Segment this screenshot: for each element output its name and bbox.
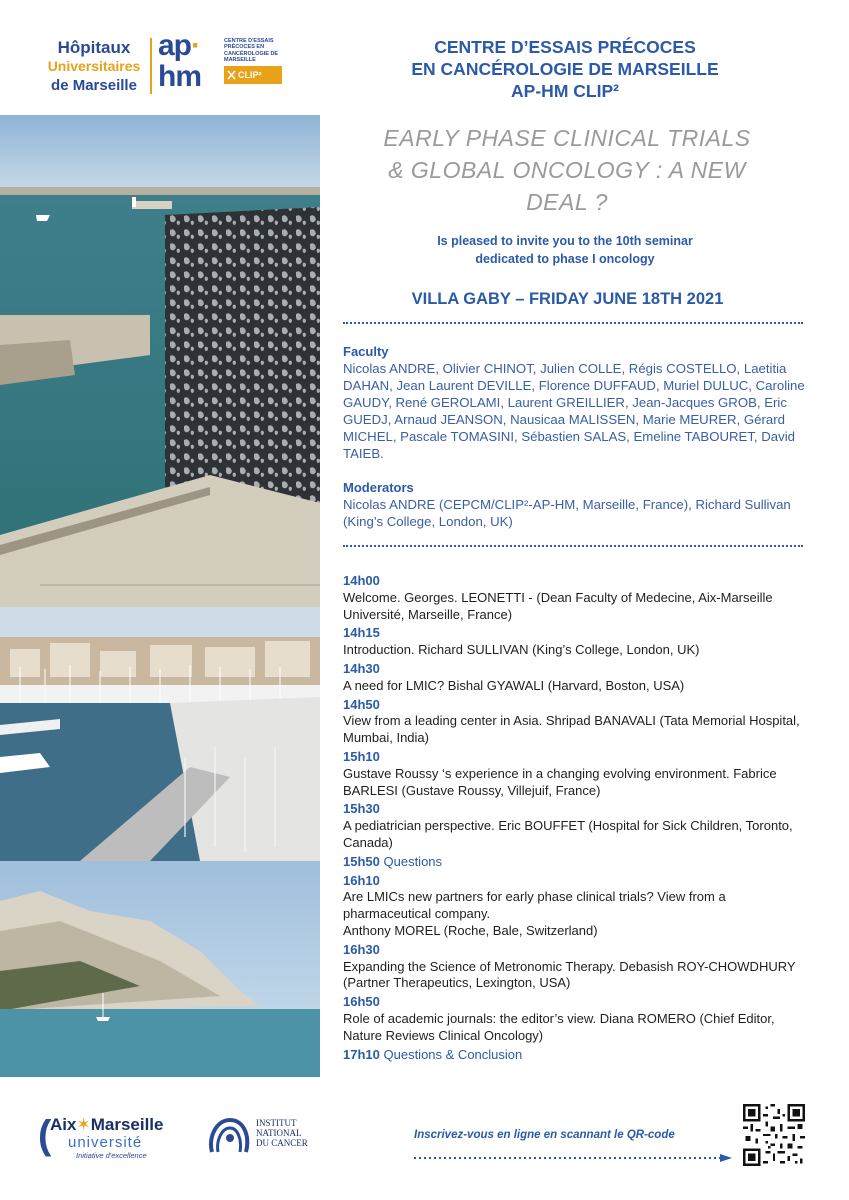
program-item: 15h50 Questions (343, 853, 443, 869)
mucem-photo (0, 115, 320, 607)
clip-logo-badge: CLIP² (224, 66, 282, 84)
moderators-heading: Moderators (343, 480, 414, 495)
old-port-photo (0, 607, 320, 861)
aphm-logo: ap· hm (158, 29, 201, 93)
program-item: 14h30 A need for LMIC? Bishal GYAWALI (Harvard, Boston, USA) (343, 660, 685, 693)
arrow-right-icon (414, 1154, 734, 1162)
program-item: 14h15 Introduction. Richard SULLIVAN (King’s College, London, UK) (343, 625, 700, 658)
clip-icon (227, 70, 236, 80)
moderators-section (343, 479, 808, 530)
logo-hum-line3: de Marseille (51, 77, 137, 94)
faculty-section (343, 343, 808, 462)
inca-text: INSTITUT NATIONAL DU CANCER (256, 1118, 308, 1148)
program-list (343, 573, 813, 1065)
institut-national-du-cancer-logo (206, 1114, 321, 1162)
program-item: 14h00 Welcome. Georges. LEONETTI - (Dean Faculty of Medecine, Aix-Marseille Université, Marseille, France) (343, 573, 773, 622)
venue-date: VILLA GABY – FRIDAY JUNE 18TH 2021 (411, 290, 724, 308)
qr-code[interactable] (743, 1104, 805, 1166)
dotted-divider (343, 322, 803, 324)
logo-hum-line2: Universitaires (47, 58, 141, 74)
calanques-photo (0, 861, 320, 1077)
program-item: 16h30 Expanding the Science of Metronomic Therapy. Debasish ROY-CHOWDHURY (Partner Therapeutics, Lexington, USA) (343, 941, 796, 991)
inca-emblem-icon (206, 1114, 252, 1158)
invitation-text: Is pleased to invite you to the 10th seminar dedicated to phase I oncology (437, 234, 693, 266)
moderators-names: Nicolas ANDRE (CEPCM/CLIP²-AP-HM, Marseille, France), Richard Sullivan (King’s College, London, UK) (343, 497, 791, 529)
logo-divider (150, 38, 152, 94)
hopitaux-universitaires-logo (38, 38, 150, 95)
star-icon: ✶ (76, 1115, 91, 1134)
program-item: 16h50 Role of academic journals: the editor’s view. Diana ROMERO (Chief Editor, Nature Reviews Clinical Oncology) (343, 994, 775, 1043)
aphm-logo-hm: hm (158, 60, 201, 93)
program-item: 15h10 Gustave Roussy ‘s experience in a changing evolving environment. Fabrice BARLESI (Gustave Roussy, Villejuif, France) (343, 748, 777, 798)
page-title: CENTRE D’ESSAIS PRÉCOCES EN CANCÉROLOGIE DE MARSEILLE AP-HM CLIP² (411, 37, 719, 101)
program-item: 16h10 Are LMICs new partners for early phase clinical trials? View from a pharmaceutical company. Anthony MOREL (Roche, Bale, Switzerland) (343, 872, 726, 938)
clip-logo (224, 38, 286, 94)
faculty-names: Nicolas ANDRE, Olivier CHINOT, Julien COLLE, Régis COSTELLO, Laetitia DAHAN, Jean Laurent DEVILLE, Florence DUFFAUD, Muriel DULUC, Caroline GAUDY, René GEROLAMI, Laurent GREILLIER, Jean-Jacques GROB, Eric GUEDJ, Arnaud JEANSON, Nausicaa MALISSEN, Marie MEURER, Gérard MICHEL, Pascale TOMASINI, Sébastien SALAS, Emeline TABOURET, David TAIEB. (343, 361, 805, 461)
program-item: 15h30 A pediatrician perspective. Eric BOUFFET (Hospital for Sick Children, Toronto, Canada) (343, 801, 793, 850)
logo-hum-line1: Hôpitaux (57, 38, 131, 57)
faculty-heading: Faculty (343, 344, 389, 359)
aphm-logo-ap: ap (158, 29, 192, 62)
program-item: 17h10 Questions & Conclusion (343, 1046, 523, 1062)
clip-logo-text: CENTRE D'ESSAIS PRÉCOCES EN CANCÉROLOGIE DE MARSEILLE (224, 38, 279, 64)
dotted-divider (343, 545, 803, 547)
program-item: 14h50 View from a leading center in Asia. Shripad BANAVALI (Tata Memorial Hospital, Mumbai, India) (343, 696, 800, 746)
aix-marseille-universite-logo: ( Aix✶Marseille université Initiative d'excellence (38, 1113, 164, 1160)
seminar-tagline: EARLY PHASE CLINICAL TRIALS & GLOBAL ONCOLOGY : A NEW DEAL ? (383, 125, 751, 215)
registration-text: Inscrivez-vous en ligne en scannant le QR-code (414, 1129, 675, 1141)
